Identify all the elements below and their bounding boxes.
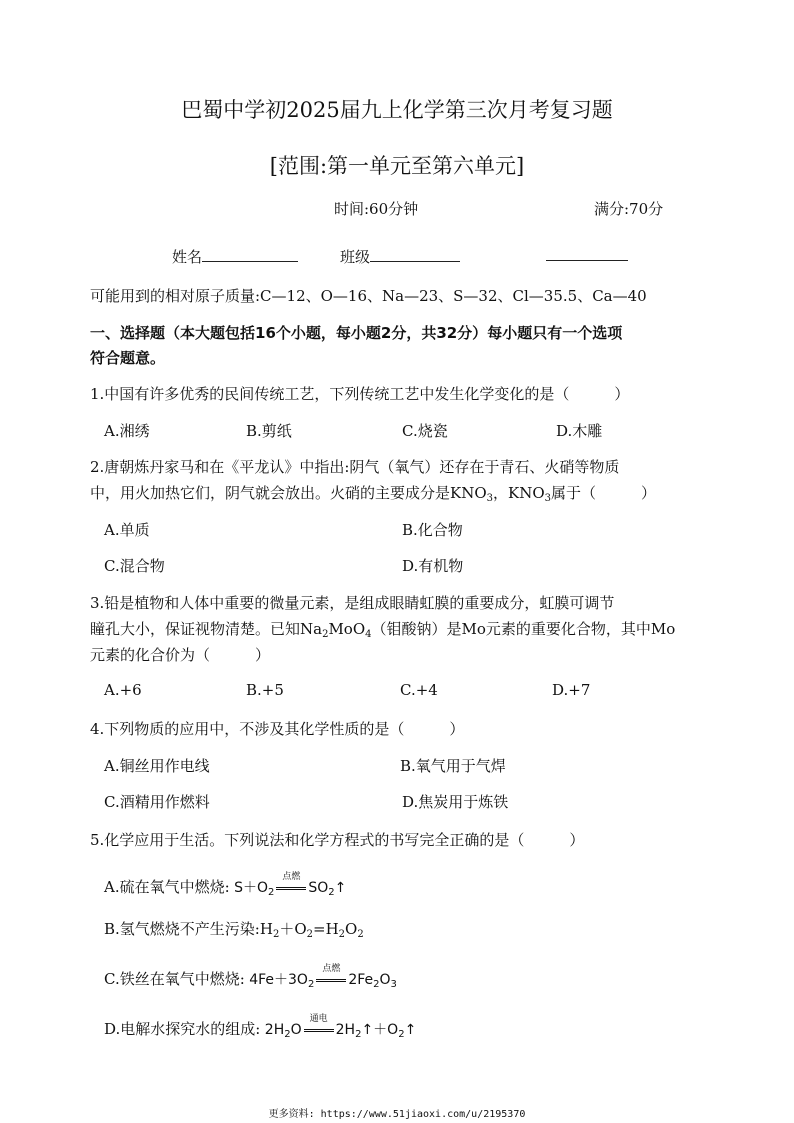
q5-c-equation: $4Fe+3O_2$ 点燃 $2Fe_2O_3$	[249, 964, 397, 990]
q3-option-d[interactable]: D.+7	[552, 681, 591, 699]
class-field[interactable]	[340, 246, 460, 267]
section-heading-cont: 符合题意。	[90, 349, 166, 367]
q4-stem: 4.下列物质的应用中，不涉及其化学性质的是（ ）	[90, 720, 465, 738]
q4-option-b[interactable]: B.氧气用于气焊	[400, 757, 506, 775]
q5-b-equation: $H_2+O_2=H_2O_2$	[259, 920, 364, 940]
condition-ignite: 点燃	[316, 972, 346, 988]
condition-ignite: 点燃	[276, 880, 306, 896]
q5-option-c[interactable]: C.铁丝在氧气中燃烧: $4Fe+3O_2$ 点燃 $2Fe_2O_3$	[104, 964, 397, 990]
page-title: 巴蜀中学初2025届九上化学第三次月考复习题	[181, 98, 613, 122]
name-field[interactable]	[172, 246, 298, 267]
q4-option-a[interactable]: A.铜丝用作电线	[104, 757, 210, 775]
q4-option-c[interactable]: C.酒精用作燃料	[104, 793, 210, 811]
atomic-masses: 可能用到的相对原子质量:C—12、O—16、Na—23、S—32、Cl—35.5、Ca—40	[90, 287, 647, 305]
q2-option-c[interactable]: C.混合物	[104, 557, 165, 575]
q3-option-a[interactable]: A.+6	[104, 681, 142, 699]
q1-option-d[interactable]: D.木雕	[556, 422, 603, 440]
q1-option-a[interactable]: A.湘绣	[104, 422, 150, 440]
q1-stem: 1.中国有许多优秀的民间传统工艺，下列传统工艺中发生化学变化的是（ ）	[90, 385, 630, 403]
gas-arrow-icon: ↑	[334, 880, 347, 896]
q1-option-b[interactable]: B.剪纸	[246, 422, 292, 440]
section-heading: 一、选择题（本大题包括16个小题，每小题2分，共32分）每小题只有一个选项	[90, 324, 623, 342]
exam-score: 满分:70分	[594, 200, 664, 218]
q2-option-a[interactable]: A.单质	[104, 521, 150, 539]
q2-stem-line2: 中，用火加热它们，阴气就会放出。火硝的主要成分是$KNO_3$，$KNO_3$属于（ ）	[90, 484, 657, 504]
q2-option-b[interactable]: B.化合物	[402, 521, 463, 539]
class-blank[interactable]	[370, 247, 460, 262]
q2-option-d[interactable]: D.有机物	[402, 557, 464, 575]
q5-option-b[interactable]: B.氢气燃烧不产生污染$:H_2+O_2=H_2O_2$	[104, 920, 364, 940]
page-subtitle: [范围:第一单元至第六单元]	[269, 154, 525, 178]
q3-option-b[interactable]: B.+5	[246, 681, 284, 699]
q5-option-a[interactable]: A.硫在氧气中燃烧: $S+O_2$ 点燃 $SO_2↑$	[104, 872, 347, 898]
q2-stem-line1: 2.唐朝炼丹家马和在《平龙认》中指出:阴气（氧气）还存在于青石、火硝等物质	[90, 458, 620, 476]
name-blank[interactable]	[202, 247, 298, 262]
extra-field[interactable]	[546, 246, 628, 265]
q5-option-d[interactable]: D.电解水探究水的组成: $2H_2O$ 通电 $2H_2↑+O_2↑$	[104, 1014, 417, 1040]
q1-option-c[interactable]: C.烧瓷	[402, 422, 448, 440]
q3-stem-line2: 瞳孔大小，保证视物清楚。已知$Na_2MoO_4$（钼酸钠）是Mo元素的重要化合物，其中Mo	[90, 620, 676, 640]
name-label: 姓名	[172, 248, 203, 266]
footer-link[interactable]: 更多资料: https://www.51jiaoxi.com/u/2195370	[268, 1109, 526, 1120]
q5-stem: 5.化学应用于生活。下列说法和化学方程式的书写完全正确的是（ ）	[90, 831, 585, 849]
class-label: 班级	[340, 248, 371, 266]
q3-stem-line1: 3.铅是植物和人体中重要的微量元素，是组成眼睛虹膜的重要成分，虹膜可调节	[90, 594, 615, 612]
q5-d-equation: $2H_2O$ 通电 $2H_2↑+O_2↑$	[264, 1014, 417, 1040]
extra-blank[interactable]	[546, 246, 628, 261]
exam-time: 时间:60分钟	[334, 200, 419, 218]
q5-a-equation: $S+O_2$ 点燃 $SO_2↑$	[234, 872, 347, 898]
condition-electrify: 通电	[304, 1022, 334, 1038]
q3-option-c[interactable]: C.+4	[400, 681, 438, 699]
q3-stem-line3: 元素的化合价为（ ）	[90, 646, 271, 664]
q4-option-d[interactable]: D.焦炭用于炼铁	[402, 793, 509, 811]
